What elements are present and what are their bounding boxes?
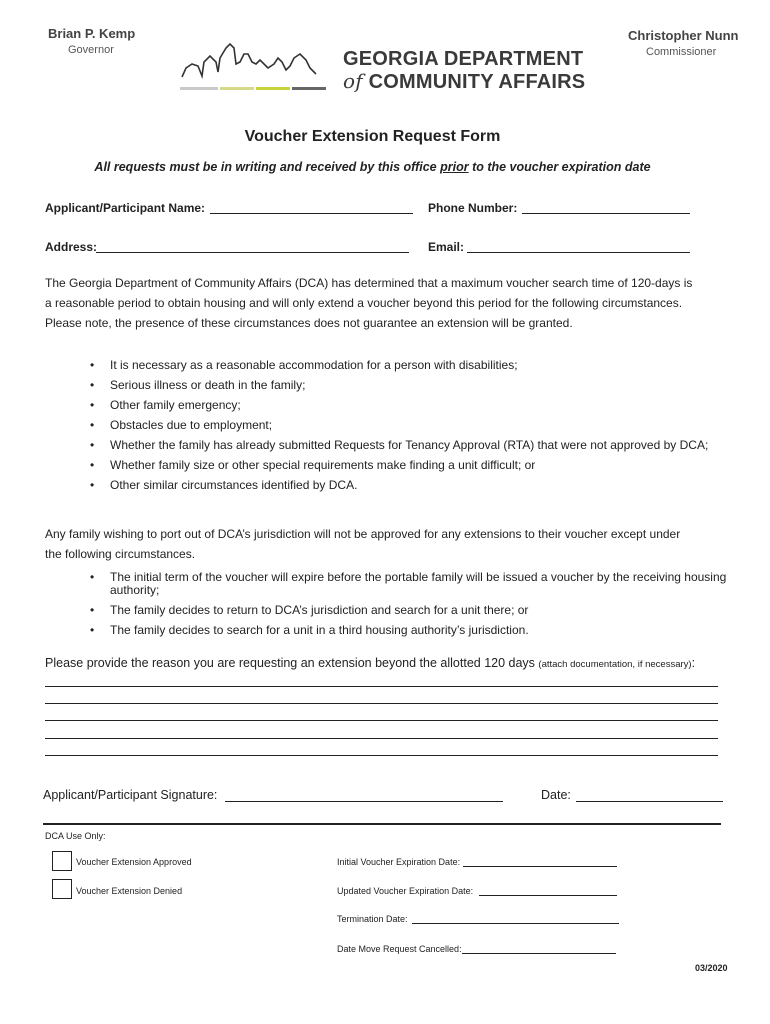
initial-expiration-label: Initial Voucher Expiration Date: bbox=[337, 857, 461, 867]
subtitle-pre: All requests must be in writing and received by this office bbox=[94, 160, 441, 174]
signature-field[interactable] bbox=[225, 801, 503, 802]
denied-label: Voucher Extension Denied bbox=[76, 886, 183, 896]
move-cancelled-field[interactable] bbox=[462, 953, 616, 954]
termination-label: Termination Date: bbox=[337, 914, 408, 924]
list-item: • Whether the family has already submitted Requests for Tenancy Approval (RTA) that were not approved by DCA; bbox=[88, 439, 728, 452]
reason-line[interactable] bbox=[45, 738, 718, 739]
port-circumstances-list bbox=[88, 571, 728, 644]
reason-prompt bbox=[45, 656, 695, 670]
signature-label: Applicant/Participant Signature: bbox=[43, 788, 218, 802]
logo-of: of bbox=[343, 69, 363, 93]
move-cancelled-label: Date Move Request Cancelled: bbox=[337, 944, 462, 954]
list-item: • Obstacles due to employment; bbox=[88, 419, 728, 432]
name-field[interactable] bbox=[210, 213, 413, 214]
commissioner-role: Commissioner bbox=[646, 46, 717, 58]
email-field[interactable] bbox=[467, 252, 690, 253]
address-field[interactable] bbox=[96, 252, 409, 253]
governor-role: Governor bbox=[68, 44, 114, 56]
list-item: • Serious illness or death in the family; bbox=[88, 379, 728, 392]
phone-field[interactable] bbox=[522, 213, 690, 214]
reason-colon: : bbox=[691, 656, 696, 670]
form-subtitle bbox=[0, 160, 745, 174]
email-label: Email: bbox=[428, 240, 465, 254]
approved-checkbox[interactable] bbox=[52, 851, 72, 871]
address-label: Address: bbox=[45, 240, 98, 254]
subtitle-emphasis: prior bbox=[440, 160, 469, 174]
logo-title-line1: GEORGIA DEPARTMENT bbox=[343, 48, 584, 70]
reason-line[interactable] bbox=[45, 720, 718, 721]
intro-paragraph: The Georgia Department of Community Affairs (DCA) has determined that a maximum voucher search time of 120-days is a reasonable period to obtain housing and will only extend a voucher beyond this period for the following circumstances. Please note, the presence of these circumstances does not guarantee an extension will be granted. bbox=[45, 276, 693, 330]
approved-label: Voucher Extension Approved bbox=[76, 857, 192, 867]
commissioner-name: Christopher Nunn bbox=[628, 28, 739, 43]
updated-expiration-field[interactable] bbox=[479, 895, 617, 896]
governor-name: Brian P. Kemp bbox=[48, 26, 136, 41]
list-item: • The family decides to return to DCA’s jurisdiction and search for a unit there; or bbox=[88, 604, 728, 617]
reason-line[interactable] bbox=[45, 755, 718, 756]
list-item: • Whether family size or other special requirements make finding a unit difficult; or bbox=[88, 459, 728, 472]
date-field[interactable] bbox=[576, 801, 723, 802]
reason-line[interactable] bbox=[45, 703, 718, 704]
dca-use-heading: DCA Use Only: bbox=[45, 831, 106, 841]
circumstances-list bbox=[88, 359, 728, 499]
denied-checkbox[interactable] bbox=[52, 879, 72, 899]
logo-title-line2 bbox=[343, 70, 585, 93]
port-paragraph: Any family wishing to port out of DCA’s jurisdiction will not be approved for any extensions to their voucher except under the following circumstances. bbox=[45, 527, 681, 561]
subtitle-post: to the voucher expiration date bbox=[468, 160, 651, 174]
dca-skyline-logo-icon bbox=[178, 40, 328, 94]
revision-date: 03/2020 bbox=[695, 963, 728, 973]
list-item: • The family decides to search for a unit in a third housing authority’s jurisdiction. bbox=[88, 624, 728, 637]
logo-community-affairs: COMMUNITY AFFAIRS bbox=[368, 71, 586, 93]
section-divider bbox=[43, 823, 721, 825]
reason-prompt-text: Please provide the reason you are requesting an extension beyond the allotted 120 days bbox=[45, 656, 535, 670]
list-item: • Other similar circumstances identified by DCA. bbox=[88, 479, 728, 492]
initial-expiration-field[interactable] bbox=[463, 866, 617, 867]
form-title: Voucher Extension Request Form bbox=[244, 128, 501, 145]
list-item: • The initial term of the voucher will expire before the portable family will be issued a voucher by the receiving housing authority; bbox=[88, 571, 728, 597]
updated-expiration-label: Updated Voucher Expiration Date: bbox=[337, 886, 474, 896]
list-item: • Other family emergency; bbox=[88, 399, 728, 412]
reason-line[interactable] bbox=[45, 686, 718, 687]
date-label: Date: bbox=[541, 788, 571, 802]
phone-label: Phone Number: bbox=[428, 201, 518, 215]
reason-note: (attach documentation, if necessary) bbox=[538, 659, 692, 670]
termination-field[interactable] bbox=[412, 923, 619, 924]
name-label: Applicant/Participant Name: bbox=[45, 201, 206, 215]
list-item: • It is necessary as a reasonable accommodation for a person with disabilities; bbox=[88, 359, 728, 372]
